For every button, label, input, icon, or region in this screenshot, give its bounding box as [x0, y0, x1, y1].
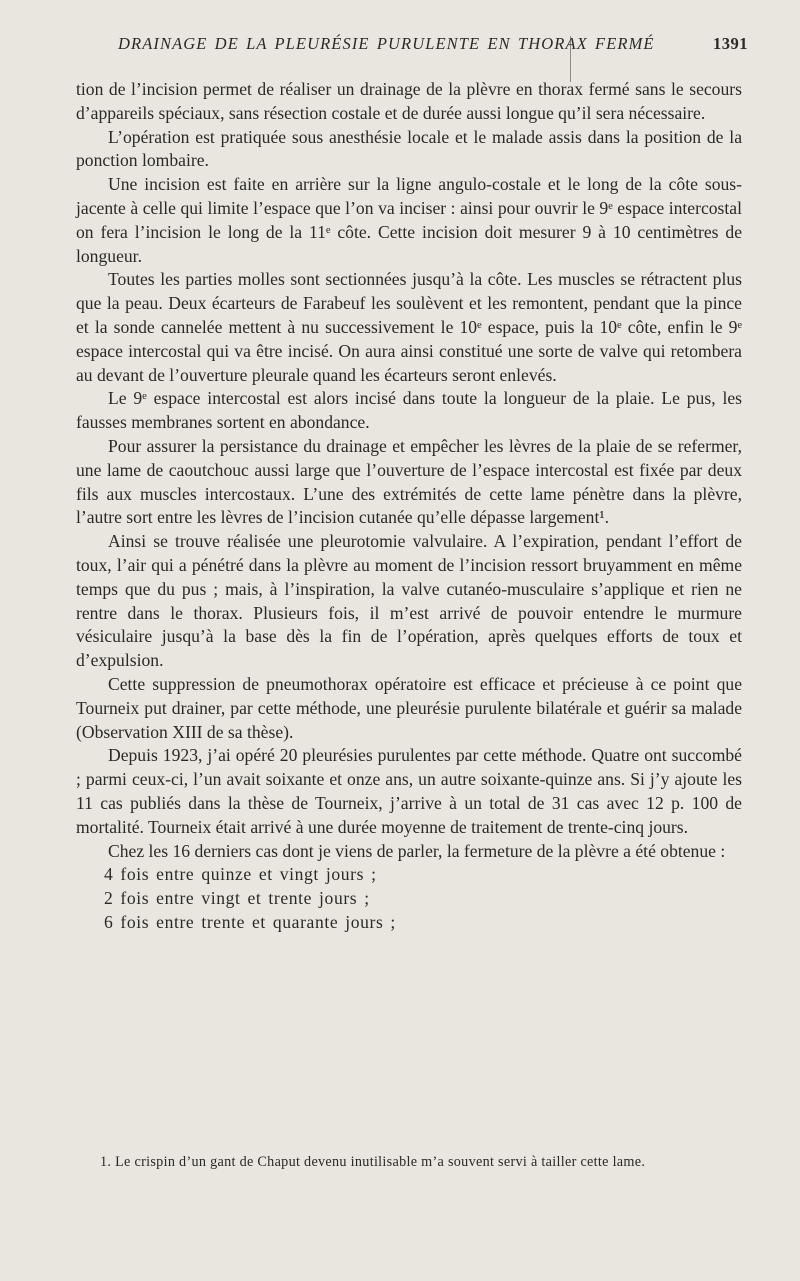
paragraph-closure: Chez les 16 derniers cas dont je viens de parler, la fermeture de la plèvre a été obtenue :: [108, 840, 726, 861]
paragraph-pneumothorax: Cette suppression de pneumothorax opératoire est efficace et précieuse à ce point que Tourneix put drainer, par cette méthode, une pleurésie purulente bilatérale et guérir sa malade (Observation XIII de sa thèse).: [76, 673, 742, 742]
paragraph-drainage: Pour assurer la persistance du drainage et empêcher les lèvres de la plaie de se refermer, une lame de caoutchouc aussi large que l’ouverture de l’espace intercostal est fixée par deux fils aux muscles intercostaux. L’une des extrémités de cette lame pénètre dans la plèvre, l’autre sort entre les lèvres de l’incision cutanée qu’elle dépasse largement¹.: [76, 435, 742, 528]
page-number: 1391: [713, 34, 748, 53]
closure-duration-list: [76, 863, 742, 934]
list-item: 6 fois entre trente et quarante jours ;: [104, 911, 396, 932]
paragraph-soft-parts: Toutes les parties molles sont sectionnées jusqu’à la côte. Les muscles se rétractent plus que la peau. Deux écarteurs de Farabeuf les soulèvent et les remontent, pendant que la pince et la sonde cannelée mettent à nu successivement le 10ᵉ espace, puis la 10ᵉ côte, enfin le 9ᵉ espace intercostal qui va être incisé. On aura ainsi constitué une sorte de valve qui retombera au devant de l’ouverture pleurale quand les écarteurs seront enlevés.: [76, 269, 742, 385]
list-item: 4 fois entre quinze et vingt jours ;: [104, 864, 377, 885]
footnote: 1. Le crispin d’un gant de Chaput devenu inutilisable m’a souvent servi à tailler cette lame.: [100, 1154, 646, 1170]
paragraph-valvular-pleurotomy: Ainsi se trouve réalisée une pleurotomie valvulaire. A l’expiration, pendant l’effort de toux, l’air qui a pénétré dans la plèvre au moment de l’incision ressort bruyamment en même temps que du pus ; mais, à l’inspiration, la valve cutanéo-musculaire s’applique et rien ne rentre dans le thorax. Plusieurs fois, il m’est arrivé de pouvoir entendre le murmure vésiculaire jusqu’à la base dès la fin de l’opération, après quelques efforts de toux et d’expulsion.: [76, 531, 742, 671]
paragraph-incision: Une incision est faite en arrière sur la ligne angulo-costale et le long de la côte sous-jacente à celle qui limite l’espace que l’on va inciser : ainsi pour ouvrir le 9ᵉ espace intercostal on fera l’incision le long de la 11ᵉ côte. Cette incision doit mesurer 9 à 10 centimètres de longueur.: [76, 174, 742, 266]
paragraph-results: Depuis 1923, j’ai opéré 20 pleurésies purulentes par cette méthode. Quatre ont succombé ; parmi ceux-ci, l’un avait soixante et onze ans, un autre soixante-quinze ans. Si j’y ajoute les 11 cas publiés dans la thèse de Tourneix, j’arrive à un total de 31 cas avec 12 p. 100 de mortalité. Tourneix était arrivé à une durée moyenne de traitement de trente-cinq jours.: [76, 745, 742, 837]
running-title: DRAINAGE DE LA PLEURÉSIE PURULENTE EN THORAX FERMÉ: [118, 34, 655, 53]
running-header: [118, 34, 760, 58]
paragraph-continuation: tion de l’incision permet de réaliser un drainage de la plèvre en thorax fermé sans le secours d’appareils spéciaux, sans résection costale et de durée aussi longue qu’il sera nécessaire.: [76, 79, 742, 123]
paragraph-intercostal-space: Le 9ᵉ espace intercostal est alors incisé dans toute la longueur de la plaie. Le pus, les fausses membranes sortent en abondance.: [76, 388, 742, 433]
body-text: [76, 78, 742, 935]
list-item: 2 fois entre vingt et trente jours ;: [104, 888, 370, 909]
paragraph-anesthesia: L’opération est pratiquée sous anesthésie locale et le malade assis dans la position de la ponction lombaire.: [76, 126, 742, 171]
